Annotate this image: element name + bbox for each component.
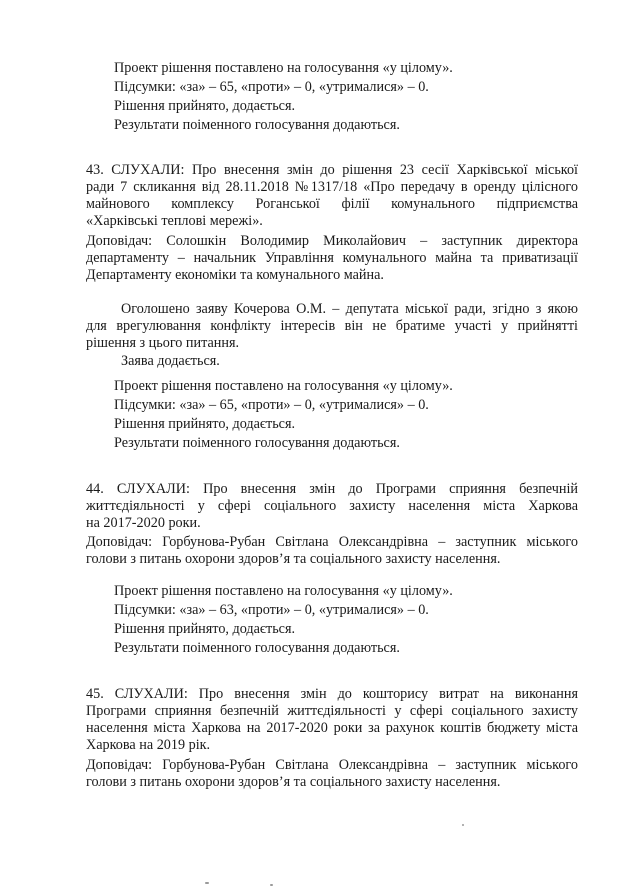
statement-line: Оголошено заяву Кочерова О.М. – депутата міської ради, згідно з якою — [121, 301, 578, 317]
scan-speck — [270, 884, 273, 886]
item-44-speaker-line: голови з питань охорони здоров’я та соціального захисту населення. — [86, 551, 501, 567]
item-45-heading-line: 45. СЛУХАЛИ: Про внесення змін до кошторису витрат на виконання — [86, 686, 578, 702]
vote-results: Підсумки: «за» – 65, «проти» – 0, «утрималися» – 0. — [114, 79, 429, 95]
rollcall-attached: Результати поіменного голосування додаються. — [114, 435, 400, 451]
item-43-speaker-line: Департаменту економіки та комунального майна. — [86, 267, 384, 283]
item-43-speaker-line: департаменту – начальник Управління комунального майна та приватизації — [86, 250, 578, 266]
item-43-heading-line: «Харківські теплові мережі». — [86, 213, 263, 229]
rollcall-attached: Результати поіменного голосування додаються. — [114, 640, 400, 656]
project-put-to-vote: Проект рішення поставлено на голосування «у цілому». — [114, 60, 453, 76]
decision-adopted: Рішення прийнято, додається. — [114, 621, 296, 637]
project-put-to-vote: Проект рішення поставлено на голосування «у цілому». — [114, 583, 453, 599]
scan-speck — [205, 882, 209, 884]
item-45-speaker-line: Доповідач: Горбунова-Рубан Світлана Олександрівна – заступник міського — [86, 757, 578, 773]
vote-results: Підсумки: «за» – 63, «проти» – 0, «утрималися» – 0. — [114, 602, 429, 618]
item-45-speaker-line: голови з питань охорони здоров’я та соціального захисту населення. — [86, 774, 501, 790]
item-44-speaker-line: Доповідач: Горбунова-Рубан Світлана Олександрівна – заступник міського — [86, 534, 578, 550]
decision-adopted: Рішення прийнято, додається. — [114, 416, 296, 432]
scan-speck — [462, 824, 464, 826]
item-45-heading-line: населення міста Харкова на 2017-2020 роки за рахунок коштів бюджету міста — [86, 720, 578, 736]
item-43-speaker-line: Доповідач: Солошкін Володимир Миколайович – заступник директора — [86, 233, 578, 249]
statement-attached: Заява додається. — [121, 353, 220, 369]
decision-adopted: Рішення прийнято, додається. — [114, 98, 296, 114]
vote-results: Підсумки: «за» – 65, «проти» – 0, «утрималися» – 0. — [114, 397, 429, 413]
item-45-heading-line: Програми сприяння безпечній життєдіяльності у сфері соціального захисту — [86, 703, 578, 719]
item-44-heading-line: життєдіяльності у сфері соціального захисту населення міста Харкова — [86, 498, 578, 514]
item-44-heading-line: на 2017-2020 роки. — [86, 515, 201, 531]
item-45-heading-line: Харкова на 2019 рік. — [86, 737, 211, 753]
item-43-heading-line: 43. СЛУХАЛИ: Про внесення змін до рішення 23 сесії Харківської міської — [86, 162, 578, 178]
project-put-to-vote: Проект рішення поставлено на голосування «у цілому». — [114, 378, 453, 394]
statement-line: для врегулювання конфлікту інтересів він не братиме участі у прийнятті — [86, 318, 578, 334]
item-43-heading-line: майнового комплексу Роганської філії комунального підприємства — [86, 196, 578, 212]
item-44-heading-line: 44. СЛУХАЛИ: Про внесення змін до Програми сприяння безпечній — [86, 481, 578, 497]
rollcall-attached: Результати поіменного голосування додаються. — [114, 117, 400, 133]
statement-line: рішення з цього питання. — [86, 335, 240, 351]
item-43-heading-line: ради 7 скликання від 28.11.2018 №1317/18 «Про передачу в оренду цілісного — [86, 179, 578, 195]
